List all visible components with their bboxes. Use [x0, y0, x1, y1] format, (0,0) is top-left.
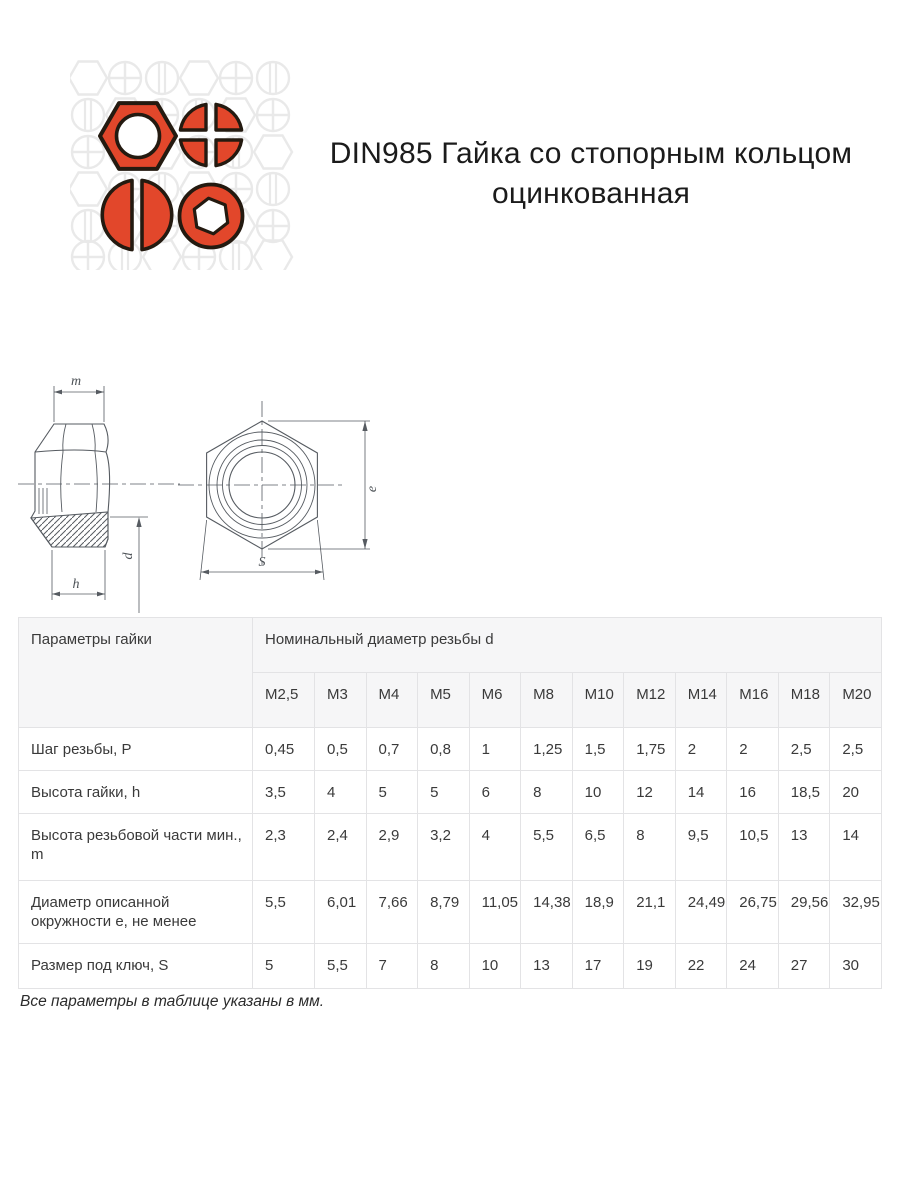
cell: 5 — [253, 944, 315, 989]
col-header: M2,5 — [253, 673, 315, 728]
cell: 10,5 — [727, 814, 779, 881]
diameter-header-cell: Номинальный диаметр резьбы d — [253, 618, 882, 673]
cell: 10 — [469, 944, 521, 989]
col-header: M5 — [418, 673, 470, 728]
table-row — [19, 771, 882, 814]
cell: 29,56 — [778, 881, 830, 944]
col-header: M18 — [778, 673, 830, 728]
cell: 3,2 — [418, 814, 470, 881]
cell: 1,5 — [572, 728, 624, 771]
dimension-m — [54, 386, 104, 422]
cell: 0,7 — [366, 728, 418, 771]
cell: 30 — [830, 944, 882, 989]
table-row — [19, 944, 882, 989]
row-label: Диаметр описанной окружности e, не менее — [19, 881, 253, 944]
row-label: Размер под ключ, S — [19, 944, 253, 989]
cell: 17 — [572, 944, 624, 989]
cell: 2,4 — [315, 814, 367, 881]
cell: 14 — [675, 771, 727, 814]
table-header-row-1 — [19, 618, 882, 673]
cell: 10 — [572, 771, 624, 814]
cell: 27 — [778, 944, 830, 989]
cell: 5,5 — [315, 944, 367, 989]
cell: 26,75 — [727, 881, 779, 944]
cell: 2 — [675, 728, 727, 771]
cell: 5,5 — [521, 814, 573, 881]
ghost-pattern — [70, 62, 292, 271]
units-note: Все параметры в таблице указаны в мм. — [20, 993, 325, 1010]
col-header: M8 — [521, 673, 573, 728]
cell: 7 — [366, 944, 418, 989]
cell: 3,5 — [253, 771, 315, 814]
dimension-d — [110, 517, 148, 613]
cell: 6,01 — [315, 881, 367, 944]
cell: 9,5 — [675, 814, 727, 881]
label-s: S — [258, 555, 266, 570]
side-view — [31, 424, 110, 547]
cell: 0,45 — [253, 728, 315, 771]
cell: 7,66 — [366, 881, 418, 944]
cell: 11,05 — [469, 881, 521, 944]
cell: 1 — [469, 728, 521, 771]
cell: 5 — [366, 771, 418, 814]
cell: 22 — [675, 944, 727, 989]
cell: 4 — [469, 814, 521, 881]
cell: 0,5 — [315, 728, 367, 771]
row-label: Высота гайки, h — [19, 771, 253, 814]
phillips-screw-head-icon — [180, 104, 241, 165]
cell: 14,38 — [521, 881, 573, 944]
cell: 24 — [727, 944, 779, 989]
page-title: DIN985 Гайка со стопорным кольцом оцинкованная — [329, 137, 853, 210]
table-row — [19, 814, 882, 881]
col-header: M14 — [675, 673, 727, 728]
cell: 8 — [624, 814, 676, 881]
table-row — [19, 728, 882, 771]
cell: 0,8 — [418, 728, 470, 771]
col-header: M3 — [315, 673, 367, 728]
cell: 14 — [830, 814, 882, 881]
col-header: M12 — [624, 673, 676, 728]
hex-nut-icon — [100, 103, 176, 169]
cell: 4 — [315, 771, 367, 814]
cell: 32,95 — [830, 881, 882, 944]
spec-table — [18, 617, 882, 989]
cell: 8,79 — [418, 881, 470, 944]
cell: 8 — [521, 771, 573, 814]
cell: 24,49 — [675, 881, 727, 944]
row-label: Шаг резьбы, P — [19, 728, 253, 771]
cell: 16 — [727, 771, 779, 814]
col-header: M4 — [366, 673, 418, 728]
col-header: M16 — [727, 673, 779, 728]
fasteners-logo — [70, 58, 295, 270]
col-header: M6 — [469, 673, 521, 728]
label-d: d — [121, 552, 136, 560]
cell: 2,5 — [778, 728, 830, 771]
cell: 1,25 — [521, 728, 573, 771]
row-label: Высота резьбовой части мин., m — [19, 814, 253, 881]
label-e: e — [365, 485, 380, 493]
cell: 2,9 — [366, 814, 418, 881]
cell: 8 — [418, 944, 470, 989]
cell: 5,5 — [253, 881, 315, 944]
cell: 5 — [418, 771, 470, 814]
table-row — [19, 881, 882, 944]
cell: 21,1 — [624, 881, 676, 944]
col-header: M20 — [830, 673, 882, 728]
cell: 2 — [727, 728, 779, 771]
cell: 20 — [830, 771, 882, 814]
param-header-cell: Параметры гайки — [19, 618, 253, 728]
cell: 6 — [469, 771, 521, 814]
label-h: h — [72, 577, 80, 592]
cell: 13 — [521, 944, 573, 989]
dimension-h — [52, 550, 105, 600]
cell: 6,5 — [572, 814, 624, 881]
label-m: m — [70, 374, 82, 389]
cell: 19 — [624, 944, 676, 989]
cell: 18,9 — [572, 881, 624, 944]
cell: 18,5 — [778, 771, 830, 814]
hex-socket-head-icon — [180, 185, 243, 248]
cell: 2,5 — [830, 728, 882, 771]
col-header: M10 — [572, 673, 624, 728]
cell: 13 — [778, 814, 830, 881]
cell: 1,75 — [624, 728, 676, 771]
technical-drawing — [18, 368, 418, 618]
cell: 2,3 — [253, 814, 315, 881]
cell: 12 — [624, 771, 676, 814]
